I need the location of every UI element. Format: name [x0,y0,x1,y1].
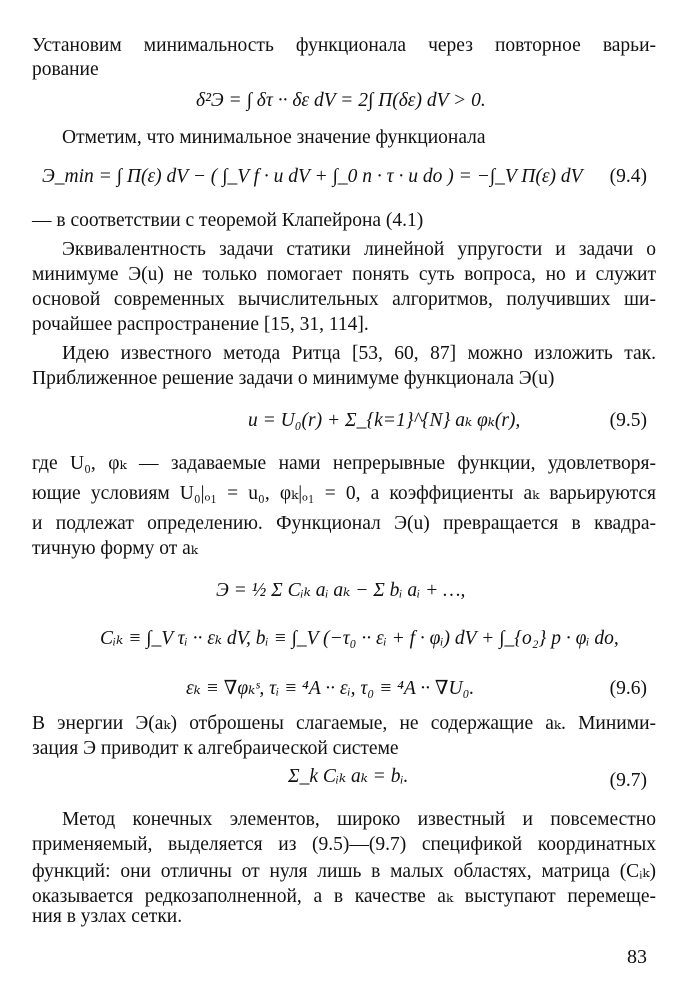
paragraph-line: Установим минимальность функционала через повторное варьи- [32,35,656,56]
paragraph-line: — в соответствии с теоремой Клапейрона (4.1) [32,210,424,231]
paragraph-line: В энергии Э(aₖ) отброшены слагаемые, не содержащие aₖ. Миними- [32,713,656,734]
paragraph-line: основой современных вычислительных алгоритмов, получивших ши- [32,289,656,310]
paragraph-line: Приближенное решение задачи о минимуме функционала Э(u) [32,368,555,389]
equation: Э = ½ Σ Cᵢₖ aᵢ aₖ − Σ bᵢ aᵢ + …, [216,580,466,601]
paragraph-line: и подлежат определению. Функционал Э(u) превращается в квадра- [32,513,656,534]
paragraph-line: рочайшее распространение [15, 31, 114]. [32,314,369,335]
paragraph-line: Идею известного метода Ритца [53, 60, 87] можно изложить так. [62,343,656,364]
equation-number: (9.4) [609,166,647,187]
equation-number: (9.6) [609,678,647,699]
paragraph-line: функций: они отличны от нуля лишь в малых областях, матрица (Cᵢₖ) [32,861,656,882]
paragraph-line: Отметим, что минимальное значение функционала [62,127,486,148]
paragraph-line: Метод конечных элементов, широко известный и повсеместно [62,809,656,830]
equation: Cᵢₖ ≡ ∫_V τᵢ ·· εₖ dV, bᵢ ≡ ∫_V (−τ₀ ·· εᵢ + f · φᵢ) dV + ∫_{o₂} p · φᵢ do, [100,628,619,649]
paragraph-line: применяемый, выделяется из (9.5)—(9.7) спецификой координатных [32,834,656,855]
equation: εₖ ≡ ∇φₖˢ, τᵢ ≡ ⁴A ·· εᵢ, τ₀ ≡ ⁴A ·· ∇U₀. [186,678,475,699]
equation-number: (9.7) [609,770,647,791]
equation: u = U₀(r) + Σ_{k=1}^{N} aₖ φₖ(r), [248,410,521,431]
paragraph-line: оказывается редкозаполненной, а в качестве aₖ выступают перемеще- [32,886,656,907]
equation: Σ_k Cᵢₖ aₖ = bᵢ. [288,766,409,787]
paragraph-line: где U₀, φₖ — задаваемые нами непрерывные функции, удовлетворя- [32,453,656,474]
paragraph-line: Эквивалентность задачи статики линейной упругости и задачи о [62,239,656,260]
equation-number: (9.5) [609,410,647,431]
paragraph-line: ющие условиям U₀|ₒ₁ = u₀, φₖ|ₒ₁ = 0, а коэффициенты aₖ варьируются [32,483,656,504]
paragraph-line: рование [32,59,99,80]
paragraph-line: тичную форму от aₖ [32,538,198,559]
paragraph-line: минимуме Э(u) не только помогает понять суть вопроса, но и служит [32,264,656,285]
equation: δ²Э = ∫ δτ ·· δε dV = 2∫ Π(δε) dV > 0. [196,90,486,111]
paragraph-line: ния в узлах сетки. [32,906,183,927]
page-number: 83 [627,946,647,968]
paragraph-line: зация Э приводит к алгебраической системе [32,738,399,759]
equation: Э_min = ∫ Π(ε) dV − ( ∫_V f · u dV + ∫_0 n · τ · u do ) = −∫_V Π(ε) dV [42,166,583,187]
